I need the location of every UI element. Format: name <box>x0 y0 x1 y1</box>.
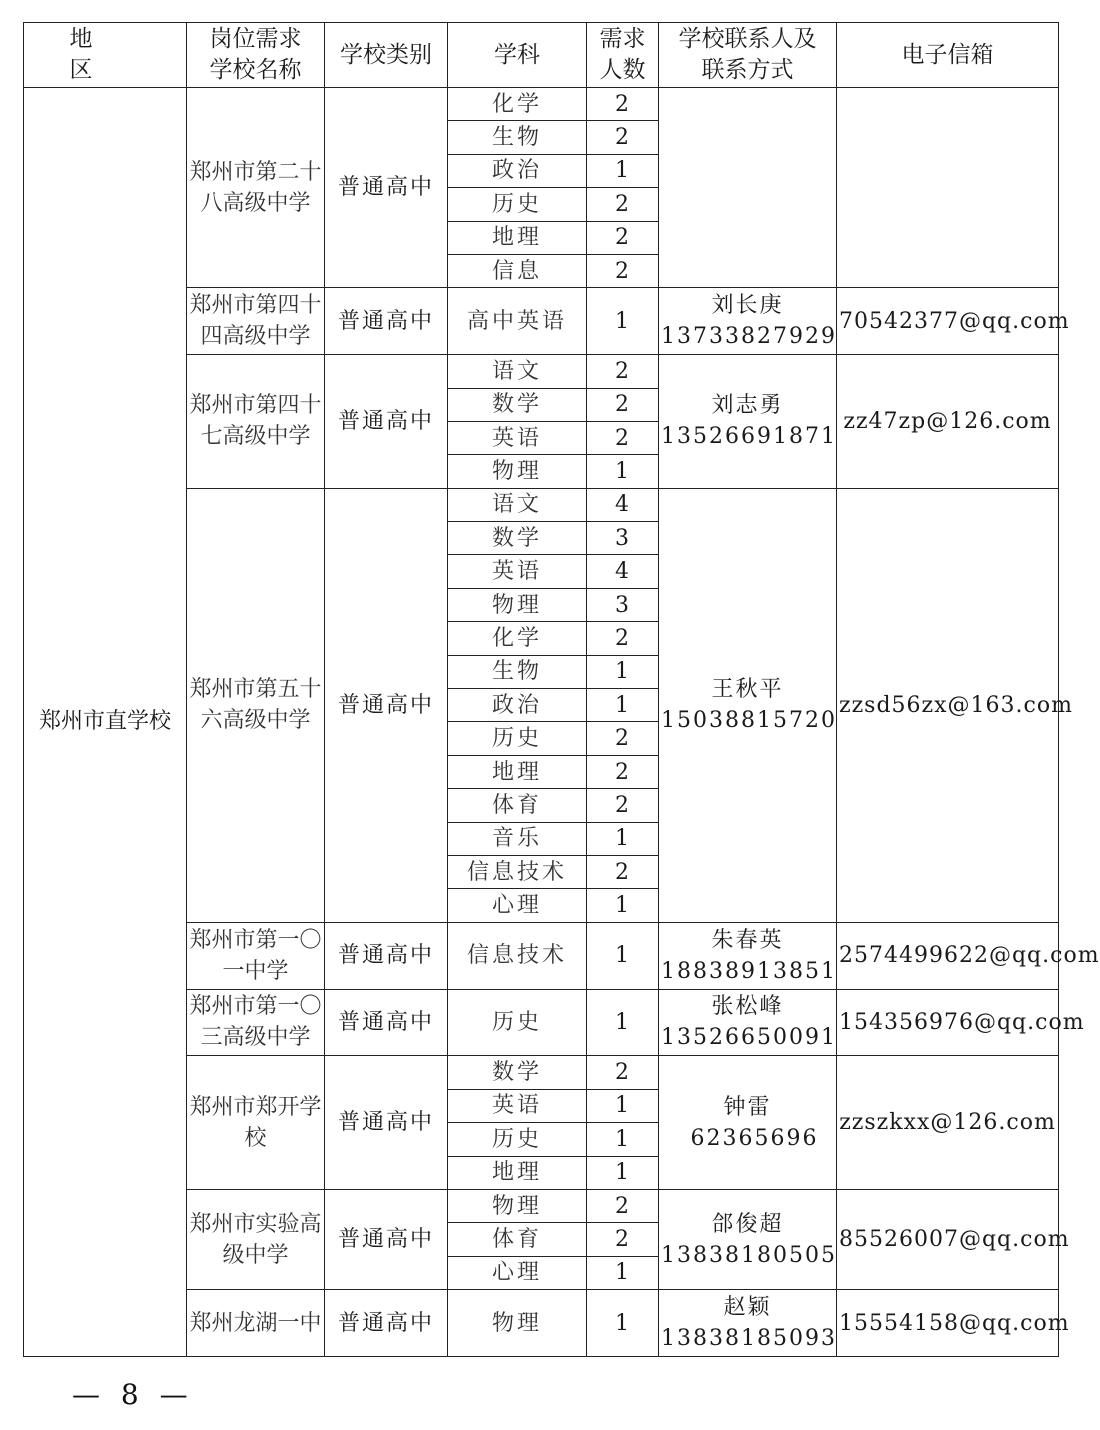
header-contact-line2: 联系方式 <box>701 57 794 83</box>
count-cell: 2 <box>587 856 659 889</box>
contact-cell <box>659 989 837 1056</box>
subject-cell: 体育 <box>448 789 587 822</box>
count-cell: 2 <box>587 421 659 454</box>
contact-cell <box>659 355 837 489</box>
subject-cell: 英语 <box>448 421 587 454</box>
header-count-line2: 人数 <box>599 57 646 83</box>
count-cell: 2 <box>587 722 659 755</box>
email-cell: 2574499622@qq.com <box>837 922 1059 989</box>
count-cell: 1 <box>587 689 659 722</box>
school-name-cell: 郑州市第五十六高级中学 <box>187 488 325 922</box>
count-cell: 4 <box>587 555 659 588</box>
contact-name: 郃俊超 <box>711 1211 784 1237</box>
count-cell: 1 <box>587 288 659 355</box>
subject-cell: 语文 <box>448 355 587 388</box>
subject-cell: 音乐 <box>448 822 587 855</box>
header-contact-line1: 学校联系人及 <box>678 26 817 52</box>
count-cell: 1 <box>587 655 659 688</box>
subject-cell: 英语 <box>448 1089 587 1122</box>
contact-phone: 13733827929 <box>661 324 837 350</box>
count-cell: 1 <box>587 922 659 989</box>
contact-name: 朱春英 <box>711 927 784 953</box>
email-cell: 70542377@qq.com <box>837 288 1059 355</box>
count-cell: 2 <box>587 1189 659 1222</box>
subject-cell: 历史 <box>448 989 587 1056</box>
subject-cell: 数学 <box>448 388 587 421</box>
header-email: 电子信箱 <box>837 23 1059 88</box>
email-cell: 154356976@qq.com <box>837 989 1059 1056</box>
email-cell: zzszkxx@126.com <box>837 1056 1059 1190</box>
count-cell: 2 <box>587 88 659 121</box>
subject-cell: 英语 <box>448 555 587 588</box>
count-cell: 3 <box>587 522 659 555</box>
count-cell: 2 <box>587 1223 659 1256</box>
count-cell: 3 <box>587 588 659 621</box>
count-cell: 2 <box>587 789 659 822</box>
subject-cell: 物理 <box>448 588 587 621</box>
contact-cell <box>659 1056 837 1190</box>
contact-cell <box>659 1189 837 1289</box>
contact-name: 赵颖 <box>723 1295 772 1320</box>
subject-cell: 生物 <box>448 655 587 688</box>
subject-cell: 生物 <box>448 121 587 154</box>
count-cell: 2 <box>587 188 659 221</box>
subject-cell: 历史 <box>448 722 587 755</box>
subject-cell: 地理 <box>448 221 587 254</box>
header-school-name-line2: 学校名称 <box>209 57 302 83</box>
header-school-name <box>187 23 325 88</box>
school-type-cell: 普通高中 <box>325 989 448 1056</box>
count-cell: 2 <box>587 622 659 655</box>
school-type-cell: 普通高中 <box>325 88 448 288</box>
contact-cell <box>659 1290 837 1357</box>
subject-cell: 化学 <box>448 88 587 121</box>
count-cell: 2 <box>587 355 659 388</box>
count-cell: 2 <box>587 388 659 421</box>
school-type-cell: 普通高中 <box>325 1189 448 1289</box>
school-type-cell: 普通高中 <box>325 355 448 489</box>
school-type-cell: 普通高中 <box>325 1290 448 1357</box>
contact-name: 王秋平 <box>711 677 784 703</box>
subject-cell: 政治 <box>448 154 587 187</box>
region-cell: 郑州市直学校 <box>24 88 187 1357</box>
school-type-cell: 普通高中 <box>325 488 448 922</box>
recruitment-table <box>23 22 1100 1357</box>
contact-name: 钟雷 <box>723 1094 772 1120</box>
count-cell: 1 <box>587 1123 659 1156</box>
contact-phone: 13526691871 <box>661 424 837 450</box>
header-school-name-line1: 岗位需求 <box>209 26 302 52</box>
count-cell: 4 <box>587 488 659 521</box>
count-cell: 2 <box>587 755 659 788</box>
contact-phone: 13838180505 <box>661 1242 837 1268</box>
header-count <box>587 23 659 88</box>
subject-cell: 化学 <box>448 622 587 655</box>
count-cell: 1 <box>587 154 659 187</box>
email-cell: 85526007@qq.com <box>837 1189 1059 1289</box>
school-type-cell: 普通高中 <box>325 1056 448 1190</box>
contact-phone: 18838913851 <box>661 958 837 984</box>
contact-phone: 62365696 <box>690 1125 819 1151</box>
count-cell: 2 <box>587 1056 659 1089</box>
count-cell: 1 <box>587 1156 659 1189</box>
subject-cell: 心理 <box>448 889 587 922</box>
contact-cell <box>659 488 837 922</box>
count-cell: 1 <box>587 1256 659 1289</box>
count-cell: 1 <box>587 822 659 855</box>
school-name-cell: 郑州市第四十四高级中学 <box>187 288 325 355</box>
school-name-cell: 郑州市第一〇三高级中学 <box>187 989 325 1056</box>
subject-cell: 地理 <box>448 1156 587 1189</box>
header-region: 地 区 <box>24 23 187 88</box>
school-name-cell: 郑州市第一〇一中学 <box>187 922 325 989</box>
subject-cell: 心理 <box>448 1256 587 1289</box>
subject-cell: 物理 <box>448 1189 587 1222</box>
header-subject: 学科 <box>448 23 587 88</box>
header-contact <box>659 23 837 88</box>
count-cell: 1 <box>587 889 659 922</box>
contact-name: 刘志勇 <box>711 393 784 419</box>
contact-cell <box>659 88 837 288</box>
table-header-row <box>24 23 1059 88</box>
subject-cell: 政治 <box>448 689 587 722</box>
school-type-cell: 普通高中 <box>325 288 448 355</box>
count-cell: 2 <box>587 254 659 287</box>
contact-name: 刘长庚 <box>711 293 784 319</box>
school-type-cell: 普通高中 <box>325 922 448 989</box>
count-cell: 2 <box>587 121 659 154</box>
school-name-cell: 郑州市郑开学校 <box>187 1056 325 1190</box>
school-name-cell: 郑州市第四十七高级中学 <box>187 355 325 489</box>
subject-cell: 信息技术 <box>448 922 587 989</box>
header-count-line1: 需求 <box>599 26 646 52</box>
table-body <box>24 88 1100 1357</box>
email-cell <box>837 88 1059 288</box>
school-name-cell: 郑州市第二十八高级中学 <box>187 88 325 288</box>
contact-phone: 15038815720 <box>661 708 837 734</box>
subject-cell: 地理 <box>448 755 587 788</box>
count-cell: 1 <box>587 455 659 488</box>
email-cell: zz47zp@126.com <box>837 355 1059 489</box>
subject-cell: 数学 <box>448 522 587 555</box>
school-name-cell: 郑州龙湖一中 <box>187 1290 325 1357</box>
school-name-cell: 郑州市实验高级中学 <box>187 1189 325 1289</box>
contact-cell <box>659 288 837 355</box>
email-cell: 15554158@qq.com <box>837 1290 1059 1357</box>
email-cell: zzsd56zx@163.com <box>837 488 1059 922</box>
subject-cell: 信息 <box>448 254 587 287</box>
subject-cell: 历史 <box>448 188 587 221</box>
subject-cell: 体育 <box>448 1223 587 1256</box>
contact-name: 张松峰 <box>711 994 784 1020</box>
page-number: — 8 — <box>72 1378 194 1411</box>
subject-cell: 历史 <box>448 1123 587 1156</box>
count-cell: 1 <box>587 989 659 1056</box>
count-cell: 1 <box>587 1290 659 1357</box>
subject-cell: 物理 <box>448 455 587 488</box>
contact-phone: 13526650091 <box>661 1025 837 1051</box>
subject-cell: 高中英语 <box>448 288 587 355</box>
count-cell: 2 <box>587 221 659 254</box>
subject-cell: 信息技术 <box>448 856 587 889</box>
count-cell: 1 <box>587 1089 659 1122</box>
contact-phone: 13838185093 <box>661 1326 837 1351</box>
subject-cell: 物理 <box>448 1290 587 1357</box>
table-row <box>24 88 1059 121</box>
subject-cell: 数学 <box>448 1056 587 1089</box>
contact-cell <box>659 922 837 989</box>
subject-cell: 语文 <box>448 488 587 521</box>
header-school-type: 学校类别 <box>325 23 448 88</box>
